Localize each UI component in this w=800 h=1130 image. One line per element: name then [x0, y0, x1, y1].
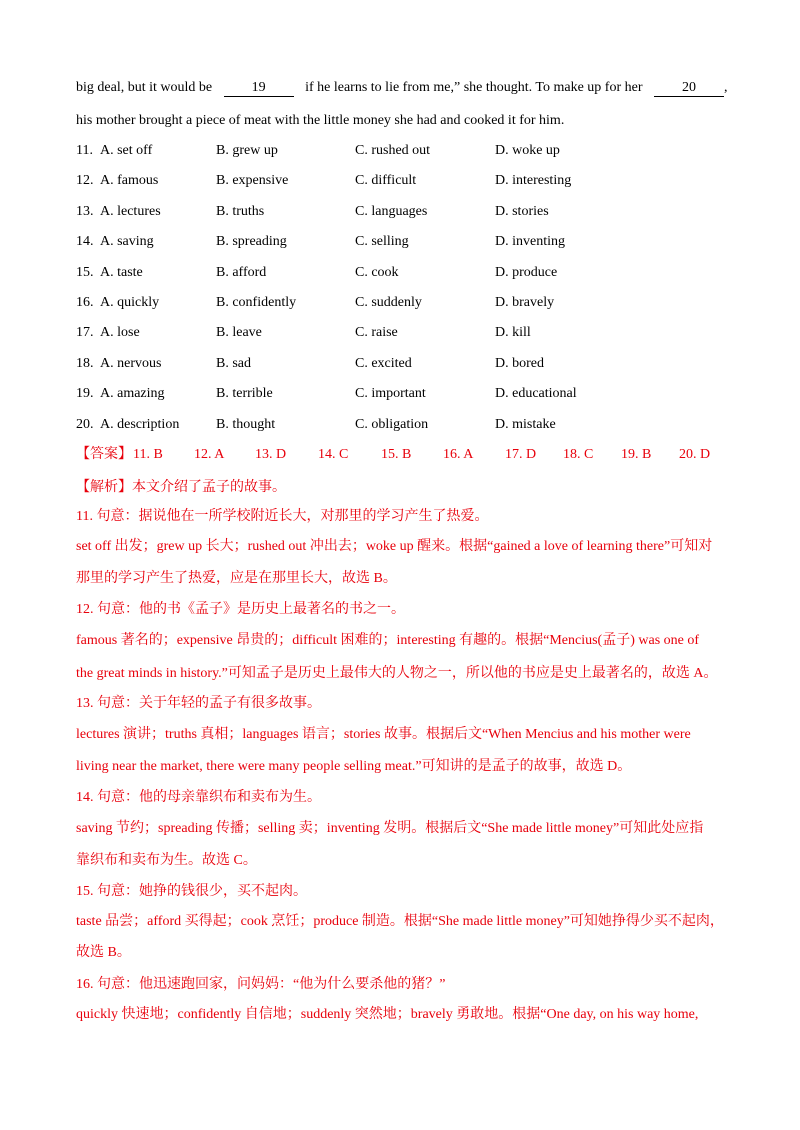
question-number: 16. [76, 295, 94, 310]
option-a: A. set off [100, 143, 153, 158]
option-a: A. famous [100, 173, 159, 189]
option-c: C. excited [355, 355, 412, 371]
question-row [76, 323, 736, 343]
answer-item: 12. A [194, 447, 225, 462]
blank-19: 19 [224, 80, 294, 97]
answer-item: 16. A [443, 447, 474, 462]
question-row [76, 384, 736, 404]
option-b: B. terrible [216, 386, 273, 402]
answer-item: 14. C [318, 447, 349, 462]
option-c: C. selling [355, 234, 409, 250]
analysis-line: famous 著名的；expensive 昂贵的；difficult 困难的；interesting 有趣的。根据“Mencius(孟子) was one of [76, 633, 700, 648]
passage-line-1 [76, 78, 727, 98]
option-b: B. spreading [216, 234, 287, 250]
question-number: 18. [76, 355, 94, 371]
passage-text-c: , [723, 80, 728, 95]
option-a: A. quickly [100, 295, 160, 310]
option-b: B. sad [216, 355, 251, 371]
option-d: D. bored [495, 355, 544, 371]
answer-item: 11. B [133, 447, 163, 462]
option-b: B. truths [216, 203, 265, 219]
question-number: 20. [76, 416, 94, 432]
analysis-line: 13. 句意：关于年轻的孟子有很多故事。 [76, 696, 321, 711]
question-row [76, 141, 736, 161]
question-row [76, 171, 736, 191]
answer-label: 【答案】 [76, 447, 132, 462]
option-c: C. cook [355, 264, 399, 280]
option-b: B. confidently [216, 295, 297, 310]
analysis-line: taste 品尝；afford 买得起；cook 烹饪；produce 制造。根据“She made little money”可知她挣得少买不起肉， [76, 914, 724, 929]
option-c: C. languages [355, 203, 428, 219]
option-c: C. obligation [355, 416, 429, 432]
option-b: B. expensive [216, 173, 289, 189]
question-row [76, 293, 736, 313]
option-d: D. kill [495, 325, 531, 341]
option-d: D. inventing [495, 234, 565, 250]
option-b: B. thought [216, 416, 276, 432]
analysis-line: 16. 句意：他迅速跑回家，问妈妈：“他为什么要杀他的猪？” [76, 977, 446, 992]
analysis-line: quickly 快速地；confidently 自信地；suddenly 突然地；bravely 勇敢地。根据“One day, on his way home, [76, 1007, 699, 1022]
question-number: 15. [76, 264, 94, 280]
question-row [76, 354, 736, 374]
option-d: D. stories [495, 203, 549, 219]
option-d: D. produce [495, 264, 558, 280]
analysis-line: 靠织布和卖布为生。故选 C。 [76, 853, 257, 868]
analysis-intro: 【解析】本文介绍了孟子的故事。 [76, 480, 286, 495]
answer-item: 17. D [505, 447, 537, 462]
option-b: B. afford [216, 264, 267, 280]
option-a: A. lose [100, 325, 140, 341]
passage-line-2: his mother brought a piece of meat with the little money she had and cooked it for him. [76, 113, 565, 128]
option-a: A. amazing [100, 386, 165, 402]
analysis-line: 12. 句意：他的书《孟子》是历史上最著名的书之一。 [76, 602, 405, 617]
option-a: A. description [100, 416, 180, 432]
question-number: 11. [76, 143, 93, 158]
option-b: B. grew up [216, 143, 278, 158]
passage-text-b: if he learns to lie from me,” she thought. To make up for her [305, 80, 643, 95]
question-number: 19. [76, 386, 94, 402]
option-a: A. lectures [100, 203, 161, 219]
option-c: C. difficult [355, 173, 417, 189]
answer-item: 13. D [255, 447, 287, 462]
option-d: D. woke up [495, 143, 560, 158]
option-d: D. mistake [495, 416, 556, 432]
question-number: 14. [76, 234, 94, 250]
option-d: D. educational [495, 386, 577, 402]
option-d: D. bravely [495, 295, 555, 310]
analysis-line: set off 出发；grew up 长大；rushed out 冲出去；woke up 醒来。根据“gained a love of learning there”可知对 [76, 539, 713, 554]
analysis-line: 故选 B。 [76, 945, 131, 960]
option-d: D. interesting [495, 173, 572, 189]
analysis-line: 15. 句意：她挣的钱很少，买不起肉。 [76, 884, 307, 899]
blank-20: 20 [654, 80, 724, 97]
question-number: 17. [76, 325, 94, 341]
analysis-line: lectures 演讲；truths 真相；languages 语言；stories 故事。根据后文“When Mencius and his mother were [76, 727, 691, 742]
option-b: B. leave [216, 325, 262, 341]
analysis-line: 11. 句意：据说他在一所学校附近长大，对那里的学习产生了热爱。 [76, 509, 489, 524]
option-a: A. saving [100, 234, 154, 250]
option-c: C. rushed out [355, 143, 431, 158]
question-row [76, 202, 736, 222]
question-row [76, 232, 736, 252]
option-c: C. suddenly [355, 295, 422, 310]
answer-item: 20. D [679, 447, 711, 462]
answer-item: 15. B [381, 447, 412, 462]
analysis-line: living near the market, there were many people selling meat.”可知讲的是孟子的故事，故选 D。 [76, 759, 632, 774]
question-number: 12. [76, 173, 94, 189]
question-row [76, 263, 736, 283]
option-c: C. important [355, 386, 426, 402]
option-a: A. nervous [100, 355, 162, 371]
answer-item: 19. B [621, 447, 652, 462]
analysis-line: saving 节约；spreading 传播；selling 卖；inventing 发明。根据后文“She made little money”可知此处应指 [76, 821, 704, 836]
analysis-line: 14. 句意：他的母亲靠织布和卖布为生。 [76, 790, 321, 805]
answer-item: 18. C [563, 447, 594, 462]
option-a: A. taste [100, 264, 143, 280]
option-c: C. raise [355, 325, 398, 341]
question-number: 13. [76, 203, 94, 219]
analysis-line: the great minds in history.”可知孟子是历史上最伟大的人物之一，所以他的书应是史上最著名的，故选 A。 [76, 666, 718, 681]
passage-text-a: big deal, but it would be [76, 80, 213, 95]
question-row [76, 415, 736, 435]
analysis-line: 那里的学习产生了热爱，应是在那里长大，故选 B。 [76, 571, 397, 586]
